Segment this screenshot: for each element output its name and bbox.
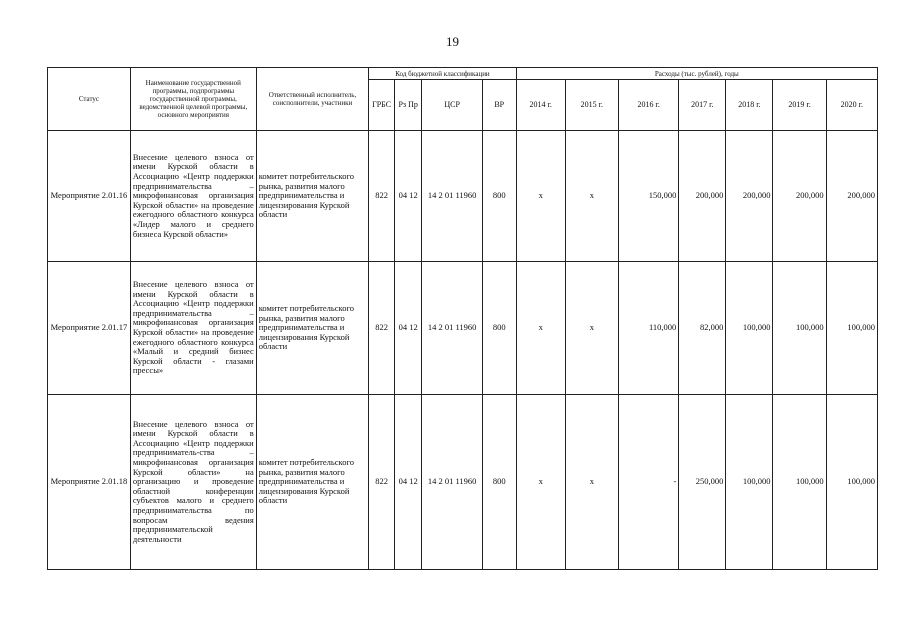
cell-name: Внесение целевого взноса от имени Курской области в Ассоциацию «Центр поддержки предпринимательства – микрофинансовая организация Курской области» на проведение ежегодного областного конкурса «Малый и средний бизнес Курской области - глазами прессы» bbox=[130, 262, 256, 395]
table-row bbox=[48, 395, 878, 570]
cell-vr: 800 bbox=[482, 131, 516, 262]
cell-rzpr: 04 12 bbox=[394, 262, 422, 395]
table-row bbox=[48, 262, 878, 395]
cell-vr: 800 bbox=[482, 262, 516, 395]
header-executor: Ответственный исполнитель, соисполнители, участники bbox=[256, 68, 369, 131]
cell-2014: х bbox=[516, 131, 565, 262]
cell-2019: 100,000 bbox=[773, 395, 826, 570]
header-budget-code-group: Код бюджетной классификации bbox=[369, 68, 516, 80]
cell-grbs: 822 bbox=[369, 262, 395, 395]
cell-status: Мероприятие 2.01.17 bbox=[48, 262, 131, 395]
cell-2017: 250,000 bbox=[679, 395, 726, 570]
header-year-2018: 2018 г. bbox=[726, 80, 773, 131]
cell-2015: х bbox=[565, 131, 618, 262]
cell-grbs: 822 bbox=[369, 131, 395, 262]
header-expenses-group: Расходы (тыс. рублей), годы bbox=[516, 68, 877, 80]
cell-2014: х bbox=[516, 395, 565, 570]
table-row bbox=[48, 131, 878, 262]
cell-rzpr: 04 12 bbox=[394, 131, 422, 262]
cell-executor: комитет потребительского рынка, развития малого предпринимательства и лицензирования Курской области bbox=[256, 262, 369, 395]
header-rzpr: Рз Пр bbox=[394, 80, 422, 131]
cell-2019: 200,000 bbox=[773, 131, 826, 262]
header-year-2016: 2016 г. bbox=[618, 80, 678, 131]
cell-csr: 14 2 01 11960 bbox=[422, 262, 482, 395]
cell-2015: х bbox=[565, 262, 618, 395]
cell-2018: 100,000 bbox=[726, 262, 773, 395]
cell-2016: - bbox=[618, 395, 678, 570]
cell-2019: 100,000 bbox=[773, 262, 826, 395]
cell-csr: 14 2 01 11960 bbox=[422, 395, 482, 570]
cell-2020: 100,000 bbox=[826, 262, 877, 395]
cell-2018: 200,000 bbox=[726, 131, 773, 262]
budget-table bbox=[47, 67, 878, 570]
cell-executor: комитет потребительского рынка, развития малого предпринимательства и лицензирования Курской области bbox=[256, 131, 369, 262]
cell-2017: 200,000 bbox=[679, 131, 726, 262]
cell-2016: 110,000 bbox=[618, 262, 678, 395]
cell-2020: 200,000 bbox=[826, 131, 877, 262]
header-csr: ЦСР bbox=[422, 80, 482, 131]
header-year-2019: 2019 г. bbox=[773, 80, 826, 131]
header-row-groups bbox=[48, 68, 878, 80]
cell-2016: 150,000 bbox=[618, 131, 678, 262]
header-status: Статус bbox=[48, 68, 131, 131]
cell-status: Мероприятие 2.01.16 bbox=[48, 131, 131, 262]
cell-2018: 100,000 bbox=[726, 395, 773, 570]
cell-csr: 14 2 01 11960 bbox=[422, 131, 482, 262]
header-name: Наименование государственной программы, подпрограммы государственной программы, ведомственной целевой программы, основного мероприятия bbox=[130, 68, 256, 131]
cell-2015: х bbox=[565, 395, 618, 570]
header-grbs: ГРБС bbox=[369, 80, 395, 131]
header-year-2017: 2017 г. bbox=[679, 80, 726, 131]
header-vr: ВР bbox=[482, 80, 516, 131]
cell-name: Внесение целевого взноса от имени Курской области в Ассоциацию «Центр поддержки предпринимательства – микрофинансовая организация Курской области» на проведение ежегодного областного конкурса «Лидер малого и среднего бизнеса Курской области» bbox=[130, 131, 256, 262]
cell-status: Мероприятие 2.01.18 bbox=[48, 395, 131, 570]
page-number: 19 bbox=[446, 34, 459, 49]
header-year-2015: 2015 г. bbox=[565, 80, 618, 131]
cell-2020: 100,000 bbox=[826, 395, 877, 570]
cell-2014: х bbox=[516, 262, 565, 395]
cell-executor: комитет потребительского рынка, развития малого предпринимательства и лицензирования Курской области bbox=[256, 395, 369, 570]
cell-grbs: 822 bbox=[369, 395, 395, 570]
cell-rzpr: 04 12 bbox=[394, 395, 422, 570]
cell-2017: 82,000 bbox=[679, 262, 726, 395]
cell-vr: 800 bbox=[482, 395, 516, 570]
cell-name: Внесение целевого взноса от имени Курской области в Ассоциацию «Центр поддержки предприниматель-ства – микрофинансовая организация Курской области» на организацию и проведение областной конференции субъектов малого и среднего предпринимательства по вопросам ведения предпринимательской деятельности bbox=[130, 395, 256, 570]
header-year-2020: 2020 г. bbox=[826, 80, 877, 131]
header-year-2014: 2014 г. bbox=[516, 80, 565, 131]
